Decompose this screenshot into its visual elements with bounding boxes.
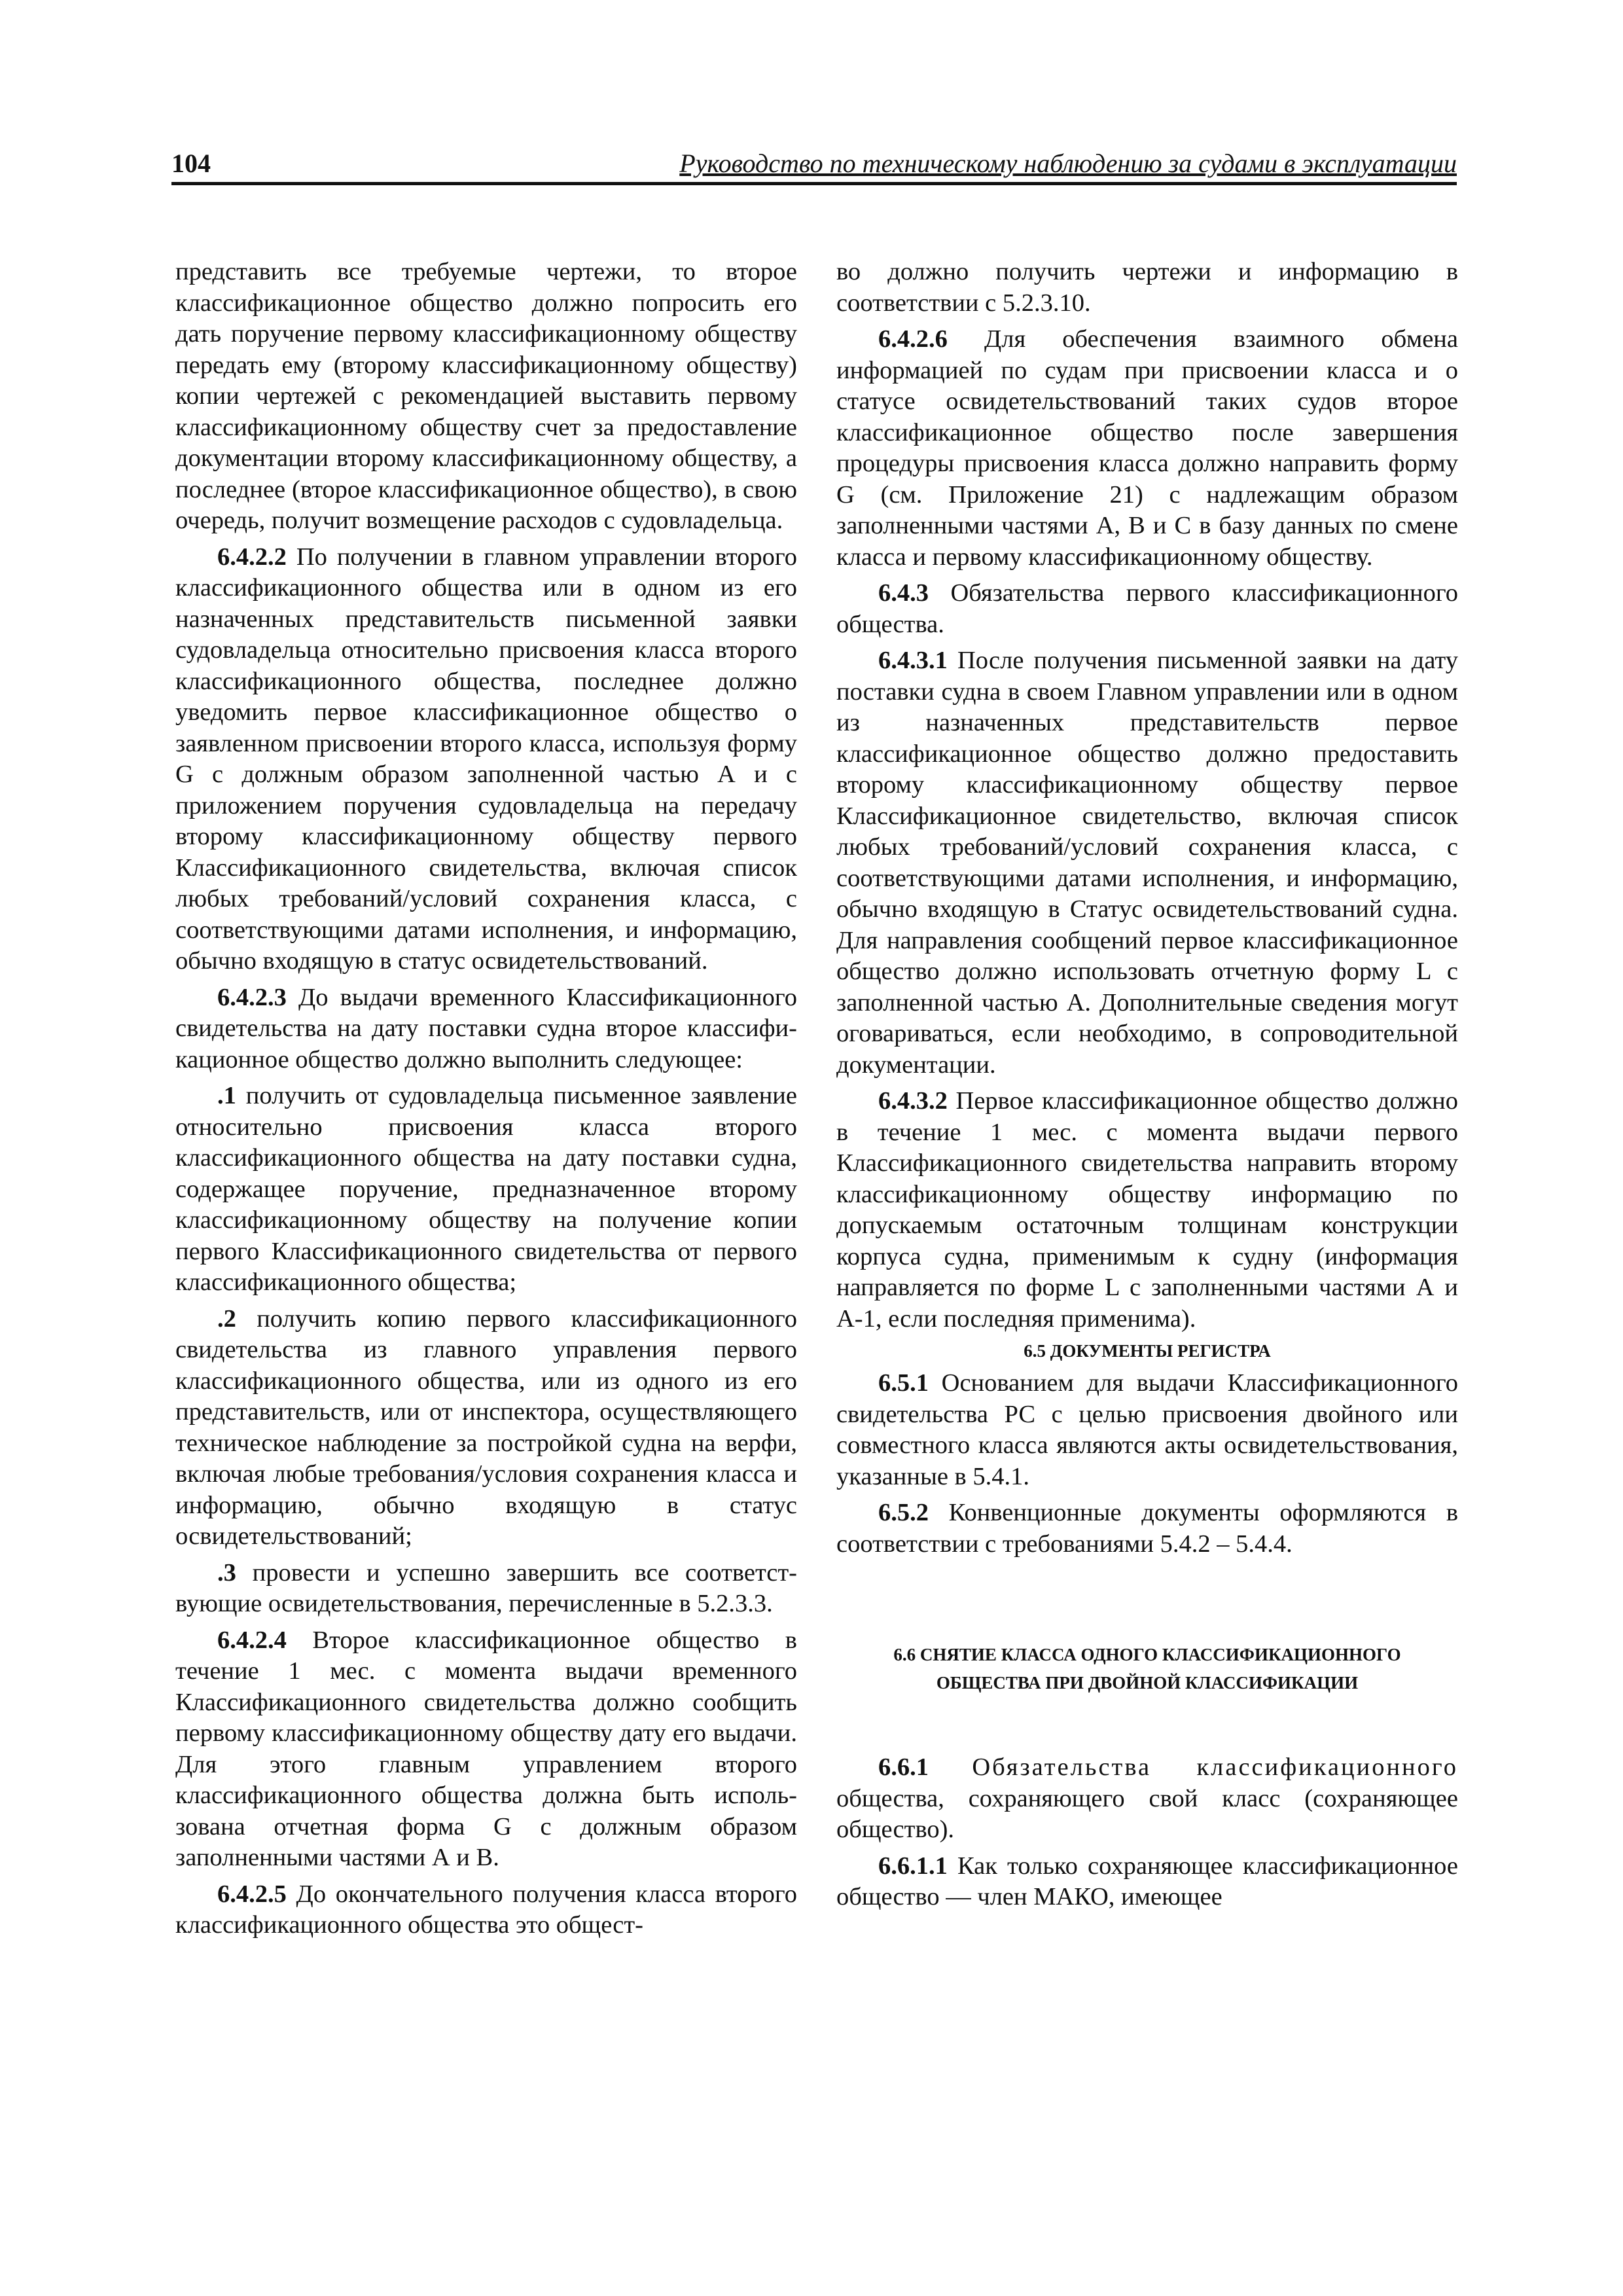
list-item-3: .3 провести и успешно завершить все соответствующие освидетельствования, перечисленные в 5.2.3.3. <box>175 1558 797 1617</box>
right-column <box>836 257 1458 1918</box>
page-header <box>171 145 1457 185</box>
paragraph-6-4-2-3: 6.4.2.3 До выдачи временного Классификационного свидетельства на дату поставки судна второе классификационное общество должно выполнить следующее: <box>175 983 797 1073</box>
list-item-1: .1 получить от судовладельца письменное заявление относительно присвоения класса второго классификационного общества на дату поставки судна, содержащее поручение, предназначенное второму классификационному обществу на получение копии первого Классификационного свидетельства от первого классификационного общества; <box>175 1082 797 1296</box>
paragraph-6-6-1-1: 6.6.1.1 Как только сохраняющее классификационное общество — член МАКО, имеющее <box>836 1852 1458 1910</box>
page-number: 104 <box>171 149 211 178</box>
paragraph-6-4-3-2: 6.4.3.2 Первое классификационное общество должно в течение 1 мес. с момента выдачи первого Классификационного свидетельства направить второму классификационному обществу информацию по допускаемым остаточным толщинам конструкции корпуса судна, применимым к судну (информация направляется по форме L с заполненными частями А и А-1, если последняя применима). <box>836 1087 1458 1333</box>
section-heading-6-6-line-1: 6.6 СНЯТИЕ КЛАССА ОДНОГО КЛАССИФИКАЦИОННОГО <box>893 1645 1401 1664</box>
section-heading-6-6-line-2: ОБЩЕСТВА ПРИ ДВОЙНОЙ КЛАССИФИКАЦИИ <box>936 1673 1359 1693</box>
paragraph-6-5-1: 6.5.1 Основанием для выдачи Классификационного свидетельства РС с целью присвоения двойного или совместного класса являются акты освидетельствования, указанные в 5.4.1. <box>836 1369 1458 1490</box>
section-heading-6-5: 6.5 ДОКУМЕНТЫ РЕГИСТРА <box>1024 1341 1271 1361</box>
paragraph-continuation-right: во должно получить чертежи и информацию в соответствии с 5.2.3.10. <box>836 258 1458 317</box>
list-item-2: .2 получить копию первого классификационного свидетельства из главного управления первого классификационного общества, или из одного из его представительств, или от инспектора, осуществляющего техническое наблюдение за постройкой судна на верфи, включая любые требования/условия сохранения класса и информацию, обычно входящую в статус освидетельствований; <box>175 1304 797 1550</box>
paragraph-6-5-2: 6.5.2 Конвенционные документы оформляются в соответствии с требованиями 5.4.2 – 5.4.4. <box>836 1499 1458 1558</box>
running-title: Руководство по техническому наблюдению за судами в эксплуатации <box>679 149 1457 178</box>
paragraph-6-4-2-4: 6.4.2.4 Второе классификационное общество в течение 1 мес. с момента выдачи временного Классификационного свидетельства должно сообщить первому классификационному обществу дату его выдачи. Для этого главным управлением второго классификационного общества должна быть использована отчетная форма G с должным образом заполненными частями А и В. <box>175 1626 797 1871</box>
paragraph-6-6-1: 6.6.1 Обязательства классификационного общества, сохраняющего свой класс (сохраняющее общество). <box>836 1753 1458 1843</box>
paragraph-6-4-2-2: 6.4.2.2 По получении в главном управлении второго классификационного общества или в одном из его назначенных представительств письменной заявки судовладельца относительно присвоения класса второго классификационного общества, последнее должно уведомить первое классификационное общество о заявленном присвоении второго класса, используя форму G с должным образом заполненной частью А и с приложением поручения судовладельца на передачу второму классификационному обществу первого Классификационного свидетельства, включая список любых требований/условий сохранения класса, с соответствующими датами исполнения, и информацию, обычно входящую в статус освидетельствований. <box>175 543 797 975</box>
paragraph-6-4-3: 6.4.3 Обязательства первого классификационного общества. <box>836 579 1458 638</box>
section-heading-6-6 <box>836 1643 1458 1695</box>
paragraph-continuation: представить все требуемые чертежи, то второе классификационное общество должно попросить его дать поручение первому классификационному обществу передать ему (второму классификационному обществу) копии чертежей с рекомендацией выставить первому классификационному обществу счет за предоставление документации второму классификационному обществу, а последнее (второе классификационное общество), в свою очередь, получит возмещение расходов с судовладельца. <box>175 258 797 534</box>
left-column <box>175 257 797 1946</box>
paragraph-6-4-2-5: 6.4.2.5 До окончательного получения класса второго классификационного общества это общест- <box>175 1880 797 1939</box>
paragraph-6-4-3-1: 6.4.3.1 После получения письменной заявки на дату поставки судна в своем Главном управлении или в одном из назначенных представительств первое классификационное общество должно предоставить второму классификационному обществу первое Классификационное свидетельство, включая список любых требований/условий сохранения класса, с соответствующими датами исполнения, и информацию, обычно входящую в Статус освидетельствований судна. Для направления сообщений первое классификационное общество должно использовать отчетную форму L с заполненной частью А. Дополнительные сведения могут оговариваться, если необходимо, в сопроводительной документации. <box>836 647 1458 1079</box>
paragraph-6-4-2-6: 6.4.2.6 Для обеспечения взаимного обмена информацией по судам при присвоении класса и о статусе освидетельствований таких судов второе классификационное общество после завершения процедуры присвоения класса должно направить форму G (см. Приложение 21) с надлежащим образом заполненными частями А, В и С в базу данных по смене класса и первому классификационному обществу. <box>836 325 1458 571</box>
